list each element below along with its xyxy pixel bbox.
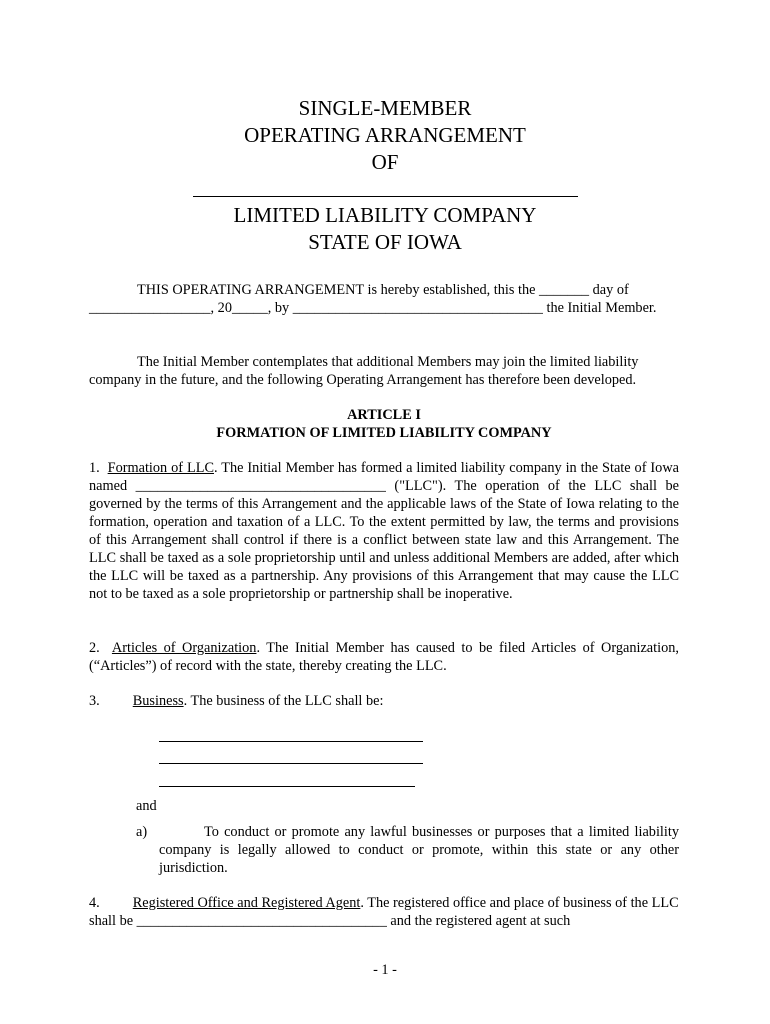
title-line-2: OPERATING ARRANGEMENT xyxy=(244,123,526,147)
business-blank-2 xyxy=(159,763,423,764)
company-name-blank xyxy=(193,196,578,197)
title-line-3: OF xyxy=(371,150,399,174)
section-1-title: Formation of LLC xyxy=(107,460,214,476)
section-4 xyxy=(89,894,679,930)
and-text: and xyxy=(136,798,157,814)
article-number: ARTICLE I xyxy=(347,407,421,423)
page-number: - 1 - xyxy=(373,962,397,978)
section-3 xyxy=(89,692,679,710)
section-3-title: Business xyxy=(132,693,184,709)
item-a-label: a) xyxy=(136,824,148,840)
article-heading: FORMATION OF LIMITED LIABILITY COMPANY xyxy=(216,425,552,441)
section-1-number: 1. xyxy=(89,460,100,476)
item-a-text: To conduct or promote any lawful businesses or purposes that a limited liability company is legally allowed to conduct or promote, within this state or any other jurisdiction. xyxy=(159,824,679,876)
title-line-5: STATE OF IOWA xyxy=(308,230,462,254)
section-2-title: Articles of Organization xyxy=(111,640,257,656)
title-line-4: LIMITED LIABILITY COMPANY xyxy=(233,203,537,227)
intro-paragraph-1: THIS OPERATING ARRANGEMENT is hereby established, this the _______ day of _________________, 20_____, by ___________________________________ the Initial Member. xyxy=(89,282,657,316)
section-1-text: . The Initial Member has formed a limited liability company in the State of Iowa named ___________________________________ ("LLC"). The operation of the LLC shall be governed by the terms of this Arrangement and the applicable laws of the State of Iowa relating to the formation, operation and taxation of a LLC. To the extent permitted by law, the terms and provisions of this Arrangement shall control if there is a conflict between state law and this Arrangement. The LLC shall be taxed as a sole proprietorship until and unless additional Members are added, after which the LLC will be taxed as a partnership. Any provisions of this Arrangement that may cause the LLC not to be taxed as a sole proprietorship or partnership shall be inoperative. xyxy=(89,460,679,602)
business-blank-3 xyxy=(159,786,415,787)
section-4-number: 4. xyxy=(89,895,100,911)
section-3-number: 3. xyxy=(89,693,100,709)
section-2-number: 2. xyxy=(89,640,100,656)
intro-paragraph-2: The Initial Member contemplates that additional Members may join the limited liability company in the future, and the following Operating Arrangement has therefore been developed. xyxy=(89,354,639,388)
business-blank-1 xyxy=(159,741,423,742)
section-3-text: . The business of the LLC shall be: xyxy=(183,693,384,709)
list-item-a xyxy=(136,823,679,877)
section-2-text: . The Initial Member has caused to be filed Articles of Organization, (“Articles”) of record with the state, thereby creating the LLC. xyxy=(89,640,679,674)
section-2 xyxy=(89,639,679,675)
section-1 xyxy=(89,459,679,603)
section-4-text: . The registered office and place of business of the LLC shall be ___________________________________ and the registered agent at such xyxy=(89,895,679,929)
title-line-1: SINGLE-MEMBER xyxy=(298,96,472,120)
section-4-title: Registered Office and Registered Agent xyxy=(132,895,361,911)
